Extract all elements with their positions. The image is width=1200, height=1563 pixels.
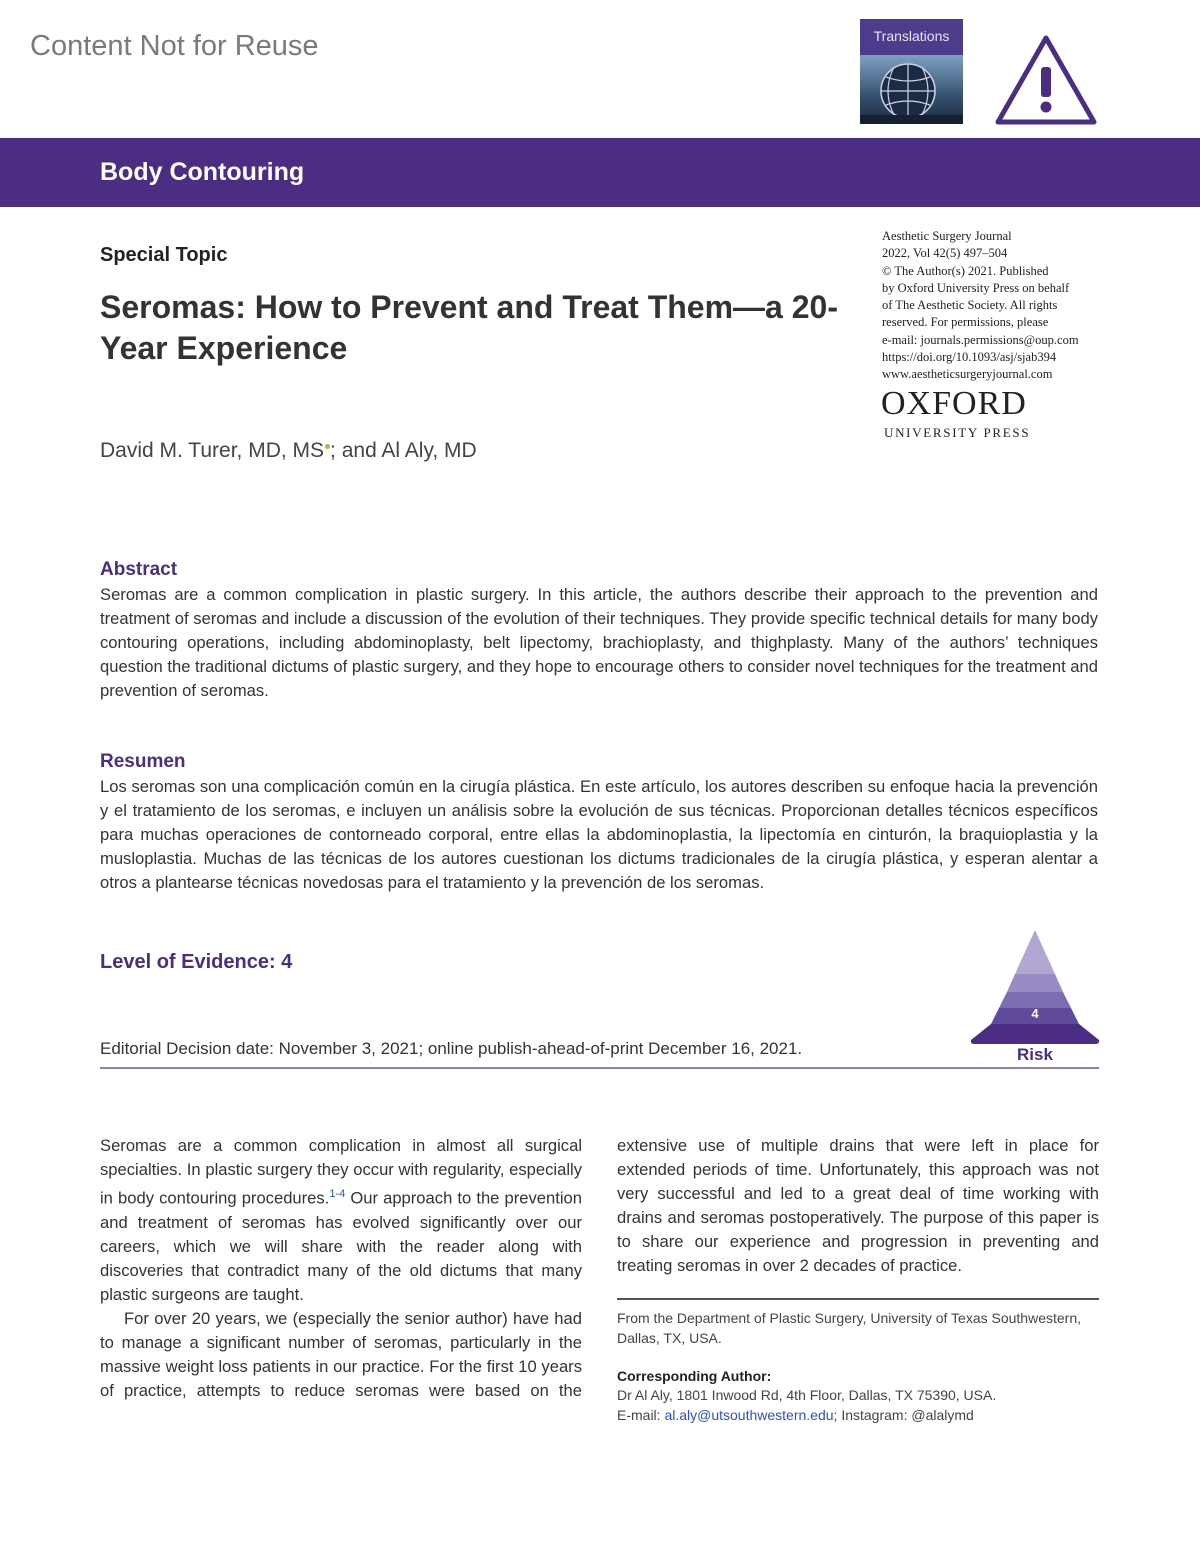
corresponding-address: Dr Al Aly, 1801 Inwood Rd, 4th Floor, Dallas, TX 75390, USA. (617, 1387, 997, 1403)
globe-image (860, 55, 963, 124)
article-category: Special Topic (100, 244, 228, 266)
journal-website-link[interactable]: www.aestheticsurgeryjournal.com (882, 367, 1053, 382)
resumen-text: Los seromas son una complicación común en la cirugía plástica. En este artículo, los autores describen su enfoque hacia la prevención y el tratamiento de los seromas, e incluyen un análisis sobre la evolución de sus técnicas. Proporcionan detalles técnicos específicos para muchas operaciones de contorneado corporal, entre ellas la abdominoplastia, la lipectomía en cinturón, la braquioplastia y la musloplastia. Muchas de las técnicas de los autores cuestionan los dictums tradicionales de la cirugía plástica, y esperan alentar a otros a plantearse técnicas novedosas para el tratamiento y la prevención de los seromas. (100, 777, 1098, 892)
content-notice: Content Not for Reuse (30, 30, 319, 62)
doi-link[interactable]: https://doi.org/10.1093/asj/sjab394 (882, 350, 1057, 365)
body-paragraph-1 (100, 1134, 582, 1307)
email-label: E-mail: (617, 1407, 665, 1423)
copyright-line: by Oxford University Press on behalf (882, 280, 1070, 295)
permissions-email[interactable]: e-mail: journals.permissions@oup.com (882, 332, 1079, 347)
body-text: Seromas are a common complication in almost all surgical specialties. In plastic surgery they occur with regularity, especially in body contouring procedures. (100, 1136, 582, 1208)
translations-cover-image[interactable] (860, 19, 963, 124)
warning-icon (994, 33, 1098, 127)
corresponding-contact (617, 1405, 1099, 1425)
publisher-logo: OXFORD (881, 385, 1027, 422)
email-link[interactable]: al.aly@utsouthwestern.edu (664, 1407, 834, 1423)
journal-info (882, 228, 1097, 384)
author-1: David M. Turer, MD, MS (100, 439, 325, 462)
abstract-heading: Abstract (100, 559, 178, 580)
evidence-pyramid-icon (969, 928, 1101, 1046)
evidence-pyramid-level: 4 (1031, 1006, 1039, 1021)
citation-link[interactable]: 1-4 (329, 1188, 346, 1200)
corresponding-author-details (617, 1385, 1099, 1425)
banner-title: Body Contouring (100, 158, 305, 186)
footnote-divider (617, 1298, 1099, 1300)
evidence-pyramid-caption: Risk (1017, 1045, 1053, 1064)
copyright-line: of The Aesthetic Society. All rights (882, 298, 1058, 313)
cover-label: Translations (873, 28, 950, 44)
body-text: Our approach to the prevention and treatment of seromas has evolved significantly over our careers, which we will share with the reader along with discoveries that contradict many of the old dictums that many plastic surgeons are taught. (100, 1188, 582, 1304)
copyright-line: reserved. For permissions, please (882, 315, 1049, 330)
copyright-line: © The Author(s) 2021. Published (882, 263, 1049, 278)
body-columns (100, 1134, 1099, 1422)
section-divider (100, 1067, 1099, 1069)
corresponding-author-heading: Corresponding Author: (617, 1368, 772, 1384)
abstract-text: Seromas are a common complication in plastic surgery. In this article, the authors describe their approach to the prevention and treatment of seromas and include a discussion of the evolution of their techniques. They provide specific technical details for many body contouring operations, including abdominoplasty, belt lipectomy, brachioplasty, and thighplasty. Many of the authors’ techniques question the traditional dictums of plastic surgery, and they hope to encourage others to consider novel techniques for the treatment and prevention of seromas. (100, 585, 1098, 700)
affiliation-note: From the Department of Plastic Surgery, University of Texas Southwestern, Dallas, TX, USA. (617, 1310, 1082, 1346)
level-of-evidence: Level of Evidence: 4 (100, 951, 293, 973)
publisher-subtitle: UNIVERSITY PRESS (884, 425, 1031, 440)
resumen-heading: Resumen (100, 751, 186, 772)
section-banner (0, 138, 1200, 207)
instagram-handle: ; Instagram: @alalymd (833, 1407, 974, 1423)
journal-name: Aesthetic Surgery Journal (882, 229, 1012, 243)
editorial-decision-date: Editorial Decision date: November 3, 2021; online publish-ahead-of-print December 16, 2021. (100, 1039, 803, 1058)
author-list (100, 439, 477, 463)
body-text: For over 20 years, we (especially the senior author) have had to manage a significant number of seromas, particularly in the massive weight loss patients in our practice. For the first 10 years of practice, attempts to reduce seromas were based on the extensive use of multiple drains that were left in place for extended periods of time. Unfortunately, this approach was not very successful and led to a great deal of time working with drains and seromas postoperatively. The purpose of this paper is to share our experience and progression in preventing and treating seromas in over 2 decades of practice. (100, 1136, 1099, 1400)
author-2: ; and Al Aly, MD (330, 439, 477, 462)
article-title: Seromas: How to Prevent and Treat Them—a 20-Year Experience (100, 289, 838, 366)
journal-volume: 2022, Vol 42(5) 497–504 (882, 246, 1008, 261)
